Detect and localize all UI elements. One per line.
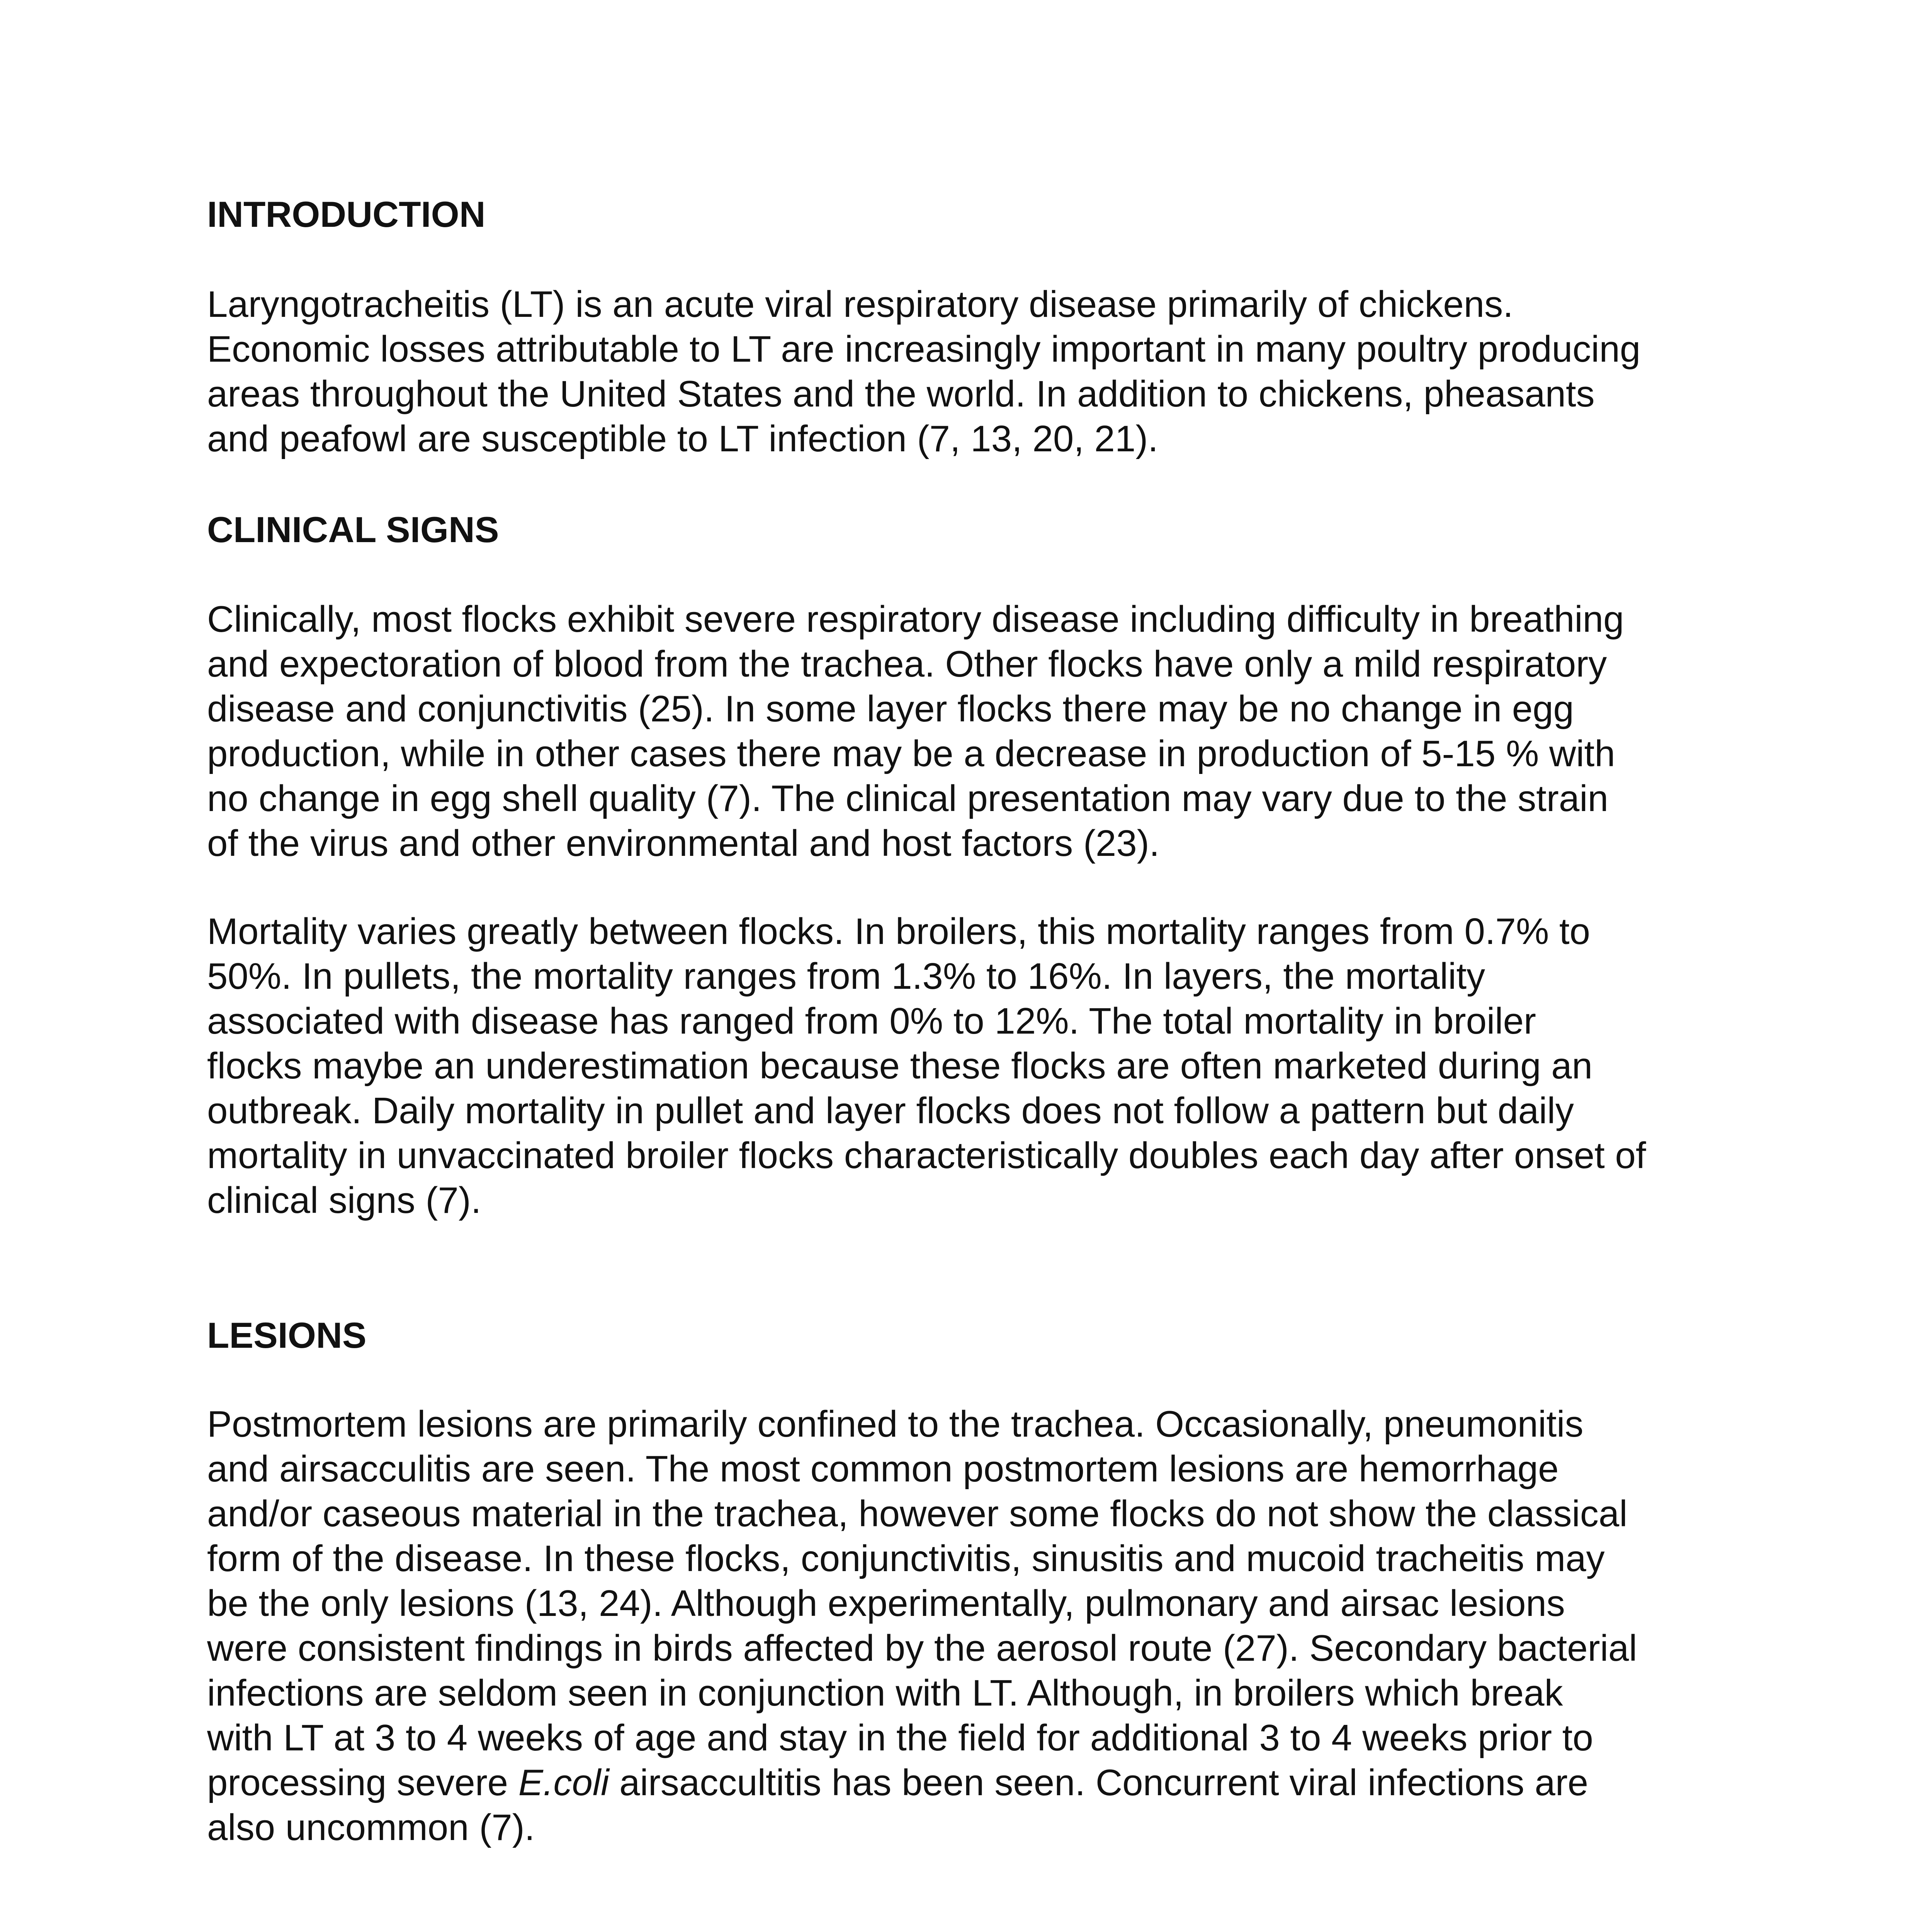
text-line: Economic losses attributable to LT are increasingly important in many poultry producing [207, 328, 1641, 370]
text-line: Postmortem lesions are primarily confined to the trachea. Occasionally, pneumonitis [207, 1403, 1584, 1445]
text-line: disease and conjunctivitis (25). In some layer flocks there may be no change in egg [207, 688, 1574, 730]
section-heading-introduction: INTRODUCTION [207, 194, 486, 235]
text-line: areas throughout the United States and the world. In addition to chickens, pheasants [207, 373, 1595, 415]
text-line: outbreak. Daily mortality in pullet and layer flocks does not follow a pattern but daily [207, 1090, 1574, 1131]
text-line: of the virus and other environmental and host factors (23). [207, 823, 1160, 864]
text-run: airsaccultitis has been seen. Concurrent viral infections are [609, 1762, 1589, 1803]
paragraph-lesions [207, 1402, 1756, 1850]
text-line: production, while in other cases there may be a decrease in production of 5-15 % with [207, 733, 1615, 774]
italic-organism-name: E.coli [518, 1762, 609, 1803]
text-line: Mortality varies greatly between flocks. In broilers, this mortality ranges from 0.7% to [207, 911, 1591, 952]
section-heading-lesions: LESIONS [207, 1315, 367, 1355]
text-line: with LT at 3 to 4 weeks of age and stay in the field for additional 3 to 4 weeks prior to [207, 1717, 1593, 1759]
text-line: 50%. In pullets, the mortality ranges from 1.3% to 16%. In layers, the mortality [207, 956, 1485, 997]
text-line: no change in egg shell quality (7). The clinical presentation may vary due to the strain [207, 778, 1608, 819]
text-line: mortality in unvaccinated broiler flocks characteristically doubles each day after onset of [207, 1135, 1646, 1176]
text-line: also uncommon (7). [207, 1807, 535, 1848]
text-run: processing severe [207, 1762, 518, 1803]
text-line: infections are seldom seen in conjunction with LT. Although, in broilers which break [207, 1672, 1563, 1714]
text-line: be the only lesions (13, 24). Although experimentally, pulmonary and airsac lesions [207, 1583, 1565, 1624]
text-line [207, 1760, 1756, 1805]
text-line: and expectoration of blood from the trachea. Other flocks have only a mild respiratory [207, 643, 1607, 685]
text-line: Laryngotracheitis (LT) is an acute viral respiratory disease primarily of chickens. [207, 284, 1513, 325]
text-line: flocks maybe an underestimation because these flocks are often marketed during an [207, 1045, 1593, 1087]
text-line: Clinically, most flocks exhibit severe respiratory disease including difficulty in breathing [207, 599, 1624, 640]
paragraph-clinical-signs-2 [207, 909, 1756, 1223]
text-line: clinical signs (7). [207, 1180, 481, 1221]
text-line: and peafowl are susceptible to LT infection (7, 13, 20, 21). [207, 418, 1158, 459]
paragraph-introduction [207, 282, 1756, 461]
text-line: and airsacculitis are seen. The most common postmortem lesions are hemorrhage [207, 1448, 1559, 1490]
text-line: and/or caseous material in the trachea, however some flocks do not show the classical [207, 1493, 1628, 1534]
paragraph-clinical-signs-1 [207, 597, 1756, 866]
section-heading-clinical-signs: CLINICAL SIGNS [207, 509, 499, 550]
text-line: associated with disease has ranged from 0% to 12%. The total mortality in broiler [207, 1000, 1536, 1042]
text-line: form of the disease. In these flocks, conjunctivitis, sinusitis and mucoid tracheitis may [207, 1538, 1605, 1579]
text-line: were consistent findings in birds affected by the aerosol route (27). Secondary bacterial [207, 1628, 1637, 1669]
